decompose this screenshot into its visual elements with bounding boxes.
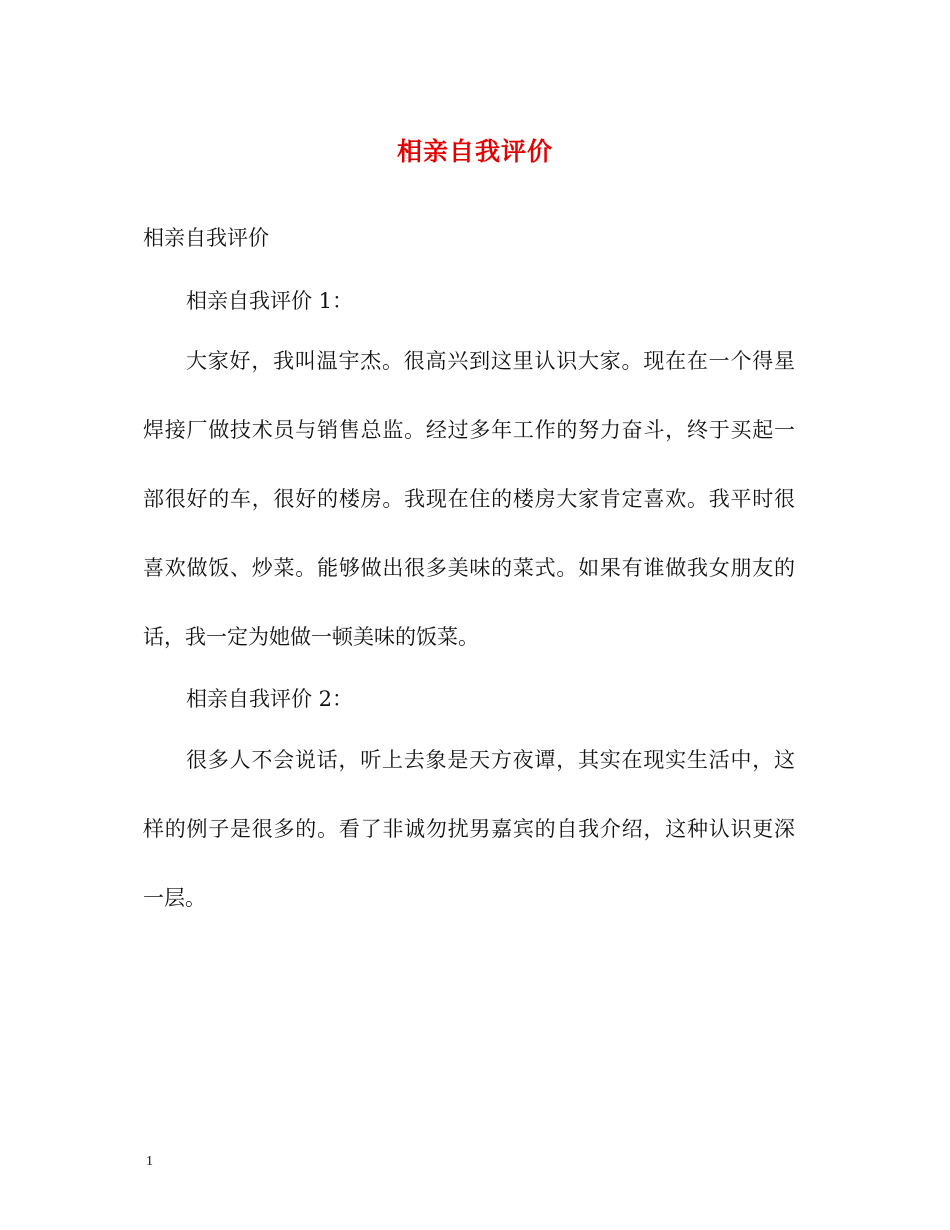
paragraph-line: 喜欢做饭、炒菜。能够做出很多美味的菜式。如果有谁做我女朋友的: [143, 556, 795, 580]
page-number: 1: [146, 1154, 153, 1169]
paragraph-line: 很多人不会说话，听上去象是天方夜谭，其实在现实生活中，这: [186, 748, 795, 772]
document-title: 相亲自我评价: [396, 137, 553, 166]
paragraph-line: 大家好，我叫温宇杰。很高兴到这里认识大家。现在在一个得星: [186, 349, 795, 373]
paragraph-line: 部很好的车，很好的楼房。我现在住的楼房大家肯定喜欢。我平时很: [143, 487, 795, 511]
subtitle: 相亲自我评价: [143, 226, 269, 250]
section1-heading: 相亲自我评价 1：: [186, 289, 354, 313]
section2-heading: 相亲自我评价 2：: [186, 687, 354, 711]
paragraph-line: 话，我一定为她做一顿美味的饭菜。: [143, 625, 479, 649]
paragraph-line: 焊接厂做技术员与销售总监。经过多年工作的努力奋斗，终于买起一: [143, 418, 795, 442]
paragraph-line: 一层。: [143, 886, 206, 910]
paragraph-line: 样的例子是很多的。看了非诚勿扰男嘉宾的自我介绍，这种认识更深: [143, 817, 795, 841]
